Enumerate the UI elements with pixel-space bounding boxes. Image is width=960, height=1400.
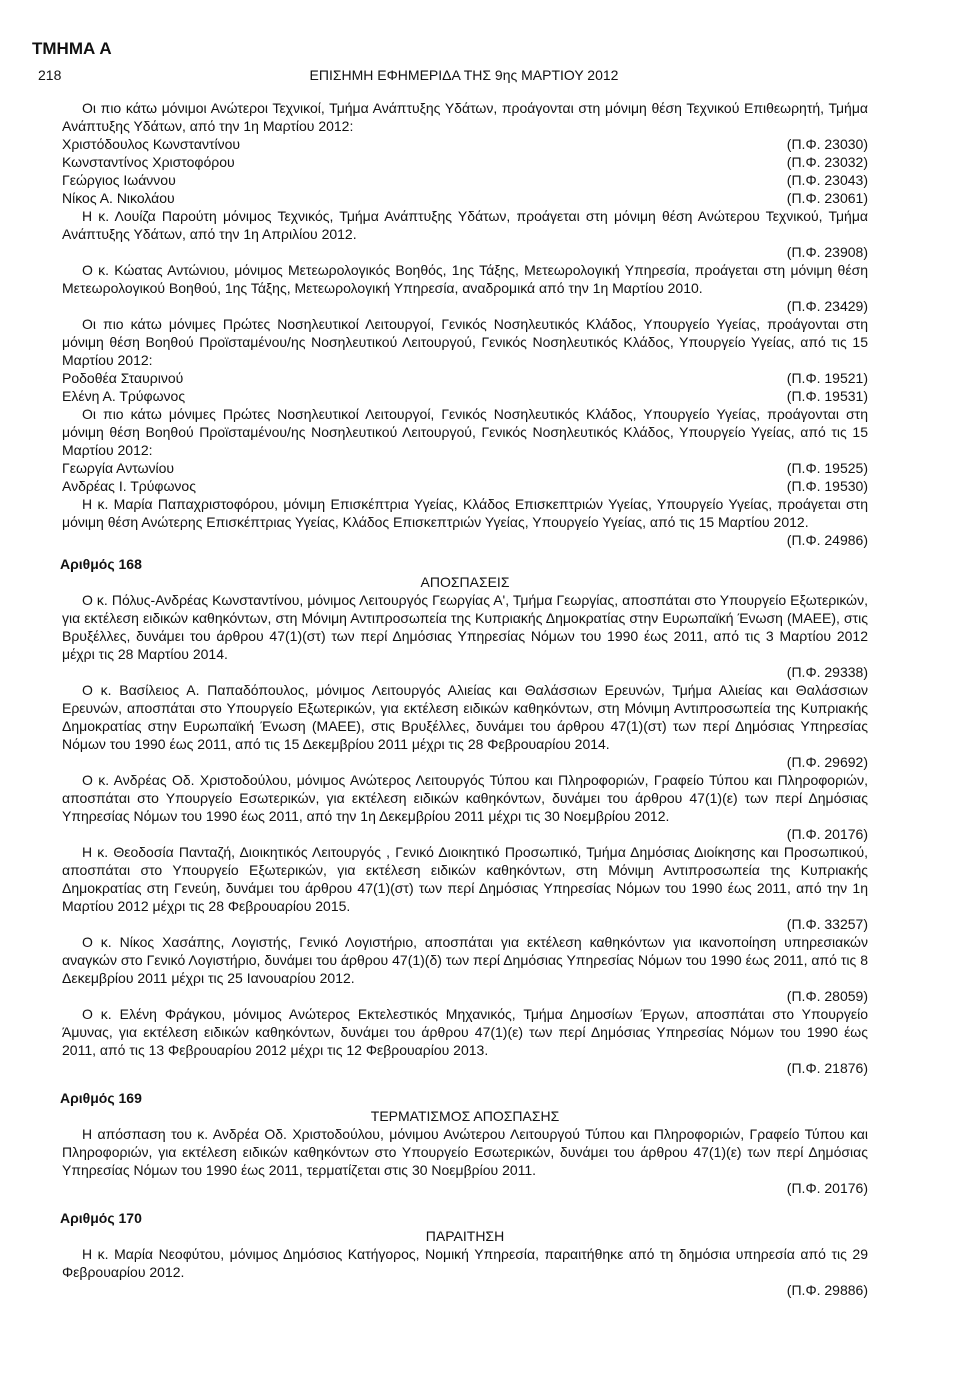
person-name: Κωνσταντίνος Χριστοφόρου [62,154,235,170]
notice-number: Αριθμός 169 [60,1090,142,1106]
secondment-paragraph: Ο κ. Ελένη Φράγκου, μόνιμος Ανώτερος Εκτελεστικός Μηχανικός, Τμήμα Δημοσίων Έργων, αποσπάται στο Υπουργείο Άμυνας, για εκτέλεση ειδικών καθηκόντων, δυνάμει του άρθρου 47(1)(ε) των περί Δημόσιας Υπηρεσίας Νόμων του 1990 έως 2011, από τις 13 Φεβρουαρίου 2012 μέχρι τις 12 Φεβρουαρίου 2013. [62,1006,868,1058]
file-ref: (Π.Φ. 23908) [786,244,868,260]
secondment-paragraph: Ο κ. Βασίλειος Α. Παπαδόπουλος, μόνιμος Λειτουργός Αλιείας και Θαλάσσιων Ερευνών, Τμήμα Αλιείας και Θαλάσσιων Ερευνών, αποσπάται στο Υπουργείο Εξωτερικών, για εκτέλεση ειδικών καθηκόντων, στη Μόνιμη Αντιπροσωπεία της Κυπριακής Δημοκρατίας στην Ευρωπαϊκή Ένωση (ΜΑΕΕ), στις Βρυξέλλες, δυνάμει του άρθρου 47(1)(στ) των περί Δημόσιας Υπηρεσίας Νόμων του 1990 έως 2011, από τις 15 Δεκεμβρίου 2011 μέχρι τις 28 Φεβρουαρίου 2014. [62,682,868,752]
notice-number: Αριθμός 170 [60,1210,142,1226]
secondment-paragraph: Η κ. Θεοδοσία Πανταζή, Διοικητικός Λειτουργός , Γενικό Διοικητικό Προσωπικό, Τμήμα Δημόσιας Διοίκησης και Προσωπικού, αποσπάται στο Υπουργείο Εξωτερικών, για εκτέλεση ειδικών καθηκόντων, στη Μόνιμη Αντιπροσωπεία της Κυπριακής Δημοκρατίας στη Γενεύη, δυνάμει του άρθρου 47(1)(στ) των περί Δημόσιας Υπηρεσίας Νόμων του 1990 έως 2011, από την 1η Μαρτίου 2012 μέχρι τις 28 Φεβρουαρίου 2015. [62,844,868,914]
secondment-paragraph: Ο κ. Πόλυς-Ανδρέας Κωνσταντίνου, μόνιμος Λειτουργός Γεωργίας Α', Τμήμα Γεωργίας, αποσπάται στο Υπουργείο Εξωτερικών, για εκτέλεση ειδικών καθηκόντων, στη Μόνιμη Αντιπροσωπεία της Κυπριακής Δημοκρατίας στην Ευρωπαϊκή Ένωση (ΜΑΕΕ), στις Βρυξέλλες, δυνάμει του άρθρου 47(1)(στ) των περί Δημόσιας Υπηρεσίας Νόμων του 1990 έως 2011, από τις 3 Μαρτίου 2012 μέχρι τις 28 Μαρτίου 2014. [62,592,868,662]
file-ref: (Π.Φ. 29886) [786,1282,868,1298]
notice-title: ΠΑΡΑΙΤΗΣΗ [425,1228,505,1244]
file-ref: (Π.Φ. 20176) [786,826,868,842]
promotion-paragraph: Ο κ. Κώατας Αντώνιου, μόνιμος Μετεωρολογικός Βοηθός, 1ης Τάξης, Μετεωρολογική Υπηρεσία, προάγεται στη μόνιμη θέση Μετεωρολογικού Βοηθού, 1ης Τάξης, Μετεωρολογική Υπηρεσία, αναδρομικά από την 1η Μαρτίου 2010. [62,262,868,296]
file-ref: (Π.Φ. 21876) [786,1060,868,1076]
person-name: Ροδοθέα Σταυρινού [62,370,184,386]
file-ref: (Π.Φ. 23061) [786,190,868,206]
name-row [62,171,868,189]
file-ref: (Π.Φ. 29692) [786,754,868,770]
file-ref: (Π.Φ. 23429) [786,298,868,314]
termination-paragraph: Η απόσπαση του κ. Ανδρέα Οδ. Χριστοδούλου, μόνιμου Ανώτερου Λειτουργού Τύπου και Πληροφοριών, Γραφείο Τύπου και Πληροφοριών, για εκτέλεση ειδικών καθηκόντων στο Υπουργείο Εσωτερικών, δυνάμει του άρθρου 47(1)(ε) των περί Δημόσιας Υπηρεσίας Νόμων του 1990 έως 2011, τερματίζεται στις 30 Νοεμβρίου 2011. [62,1126,868,1178]
file-ref: (Π.Φ. 23032) [786,154,868,170]
secondment-paragraph: Ο κ. Ανδρέας Οδ. Χριστοδούλου, μόνιμος Ανώτερος Λειτουργός Τύπου και Πληροφοριών, Γραφείο Τύπου και Πληροφοριών, αποσπάται στο Υπουργείο Εσωτερικών, για εκτέλεση ειδικών καθηκόντων, δυνάμει του άρθρου 47(1)(ε) των περί Δημόσιας Υπηρεσίας Νόμων του 1990 έως 2011, από την 1η Δεκεμβρίου 2011 μέχρι τις 30 Νοεμβρίου 2012. [62,772,868,824]
gazette-title: ΕΠΙΣΗΜΗ ΕΦΗΜΕΡΙΔΑ ΤΗΣ 9ης ΜΑΡΤΙΟΥ 2012 [309,67,619,83]
secondment-paragraph: Ο κ. Νίκος Χασάπης, Λογιστής, Γενικό Λογιστήριο, αποσπάται για εκτέλεση καθηκόντων για ικανοποίηση υπηρεσιακών αναγκών στο Γενικό Λογιστήριο, δυνάμει του άρθρου 47(1)(δ) των περί Δημόσιας Υπηρεσίας Νόμων του 1990 έως 2011, από τις 8 Δεκεμβρίου 2011 μέχρι τις 25 Ιανουαρίου 2012. [62,934,868,986]
file-ref: (Π.Φ. 23043) [786,172,868,188]
promotion-paragraph: Η κ. Λουίζα Παρούτη μόνιμος Τεχνικός, Τμήμα Ανάπτυξης Υδάτων, προάγεται στη μόνιμη θέση Ανώτερου Τεχνικού, Τμήμα Ανάπτυξης Υδάτων, από την 1η Απριλίου 2012. [62,208,868,242]
name-row [62,387,868,405]
file-ref: (Π.Φ. 33257) [786,916,868,932]
file-ref: (Π.Φ. 29338) [786,664,868,680]
person-name: Ανδρέας Ι. Τρύφωνος [62,478,196,494]
page-number: 218 [38,67,62,83]
promotion-paragraph: Η κ. Μαρία Παπαχριστοφόρου, μόνιμη Επισκέπτρια Υγείας, Κλάδος Επισκεπτριών Υγείας, Υπουργείο Υγείας, προάγεται στη μόνιμη θέση Ανώτερης Επισκέπτριας Υγείας, Κλάδος Επισκεπτριών Υγείας, Υπουργείο Υγείας, από τις 15 Μαρτίου 2012. [62,496,868,530]
notice-number: Αριθμός 168 [60,556,142,572]
file-ref: (Π.Φ. 24986) [786,532,868,548]
notice-title: ΑΠΟΣΠΑΣΕΙΣ [420,574,510,590]
name-row [62,459,868,477]
file-ref: (Π.Φ. 23030) [786,136,868,152]
promotion-paragraph: Οι πιο κάτω μόνιμες Πρώτες Νοσηλευτικοί Λειτουργοί, Γενικός Νοσηλευτικός Κλάδος, Υπουργείο Υγείας, προάγονται στη μόνιμη θέση Βοηθού Προϊσταμένου/ης Νοσηλευτικού Λειτουργού, Γενικός Νοσηλευτικός Κλάδος, Υπουργείο Υγείας, από τις 15 Μαρτίου 2012: [62,406,868,458]
name-row [62,153,868,171]
section-title: ΤΜΗΜΑ Α [32,39,112,58]
file-ref: (Π.Φ. 19530) [786,478,868,494]
file-ref: (Π.Φ. 28059) [786,988,868,1004]
person-name: Γεωργία Αντωνίου [62,460,175,476]
file-ref: (Π.Φ. 19521) [786,370,868,386]
name-row [62,477,868,495]
person-name: Γεώργιος Ιωάννου [62,172,176,188]
page-header [38,66,890,84]
file-ref: (Π.Φ. 19525) [786,460,868,476]
person-name: Χριστόδουλος Κωνσταντίνου [62,136,241,152]
name-row [62,135,868,153]
intro-paragraph: Οι πιο κάτω μόνιμοι Ανώτεροι Τεχνικοί, Τμήμα Ανάπτυξης Υδάτων, προάγονται στη μόνιμη θέση Τεχνικού Επιθεωρητή, Τμήμα Ανάπτυξης Υδάτων, από την 1η Μαρτίου 2012: [62,100,868,134]
resignation-paragraph: Η κ. Μαρία Νεοφύτου, μόνιμος Δημόσιος Κατήγορος, Νομική Υπηρεσία, παραιτήθηκε από τη δημόσια υπηρεσία από τις 29 Φεβρουαρίου 2012. [62,1246,868,1280]
file-ref: (Π.Φ. 19531) [786,388,868,404]
content-body [62,99,868,1299]
person-name: Νίκος Α. Νικολάου [62,190,175,206]
notice-title: ΤΕΡΜΑΤΙΣΜΟΣ ΑΠΟΣΠΑΣΗΣ [370,1108,560,1124]
file-ref: (Π.Φ. 20176) [786,1180,868,1196]
name-row [62,369,868,387]
name-row [62,189,868,207]
person-name: Ελένη Α. Τρύφωνος [62,388,186,404]
promotion-paragraph: Οι πιο κάτω μόνιμες Πρώτες Νοσηλευτικοί Λειτουργοί, Γενικός Νοσηλευτικός Κλάδος, Υπουργείο Υγείας, προάγονται στη μόνιμη θέση Βοηθού Προϊσταμένου/ης Νοσηλευτικού Λειτουργού, Γενικός Νοσηλευτικός Κλάδος, Υπουργείο Υγείας, από τις 15 Μαρτίου 2012: [62,316,868,368]
